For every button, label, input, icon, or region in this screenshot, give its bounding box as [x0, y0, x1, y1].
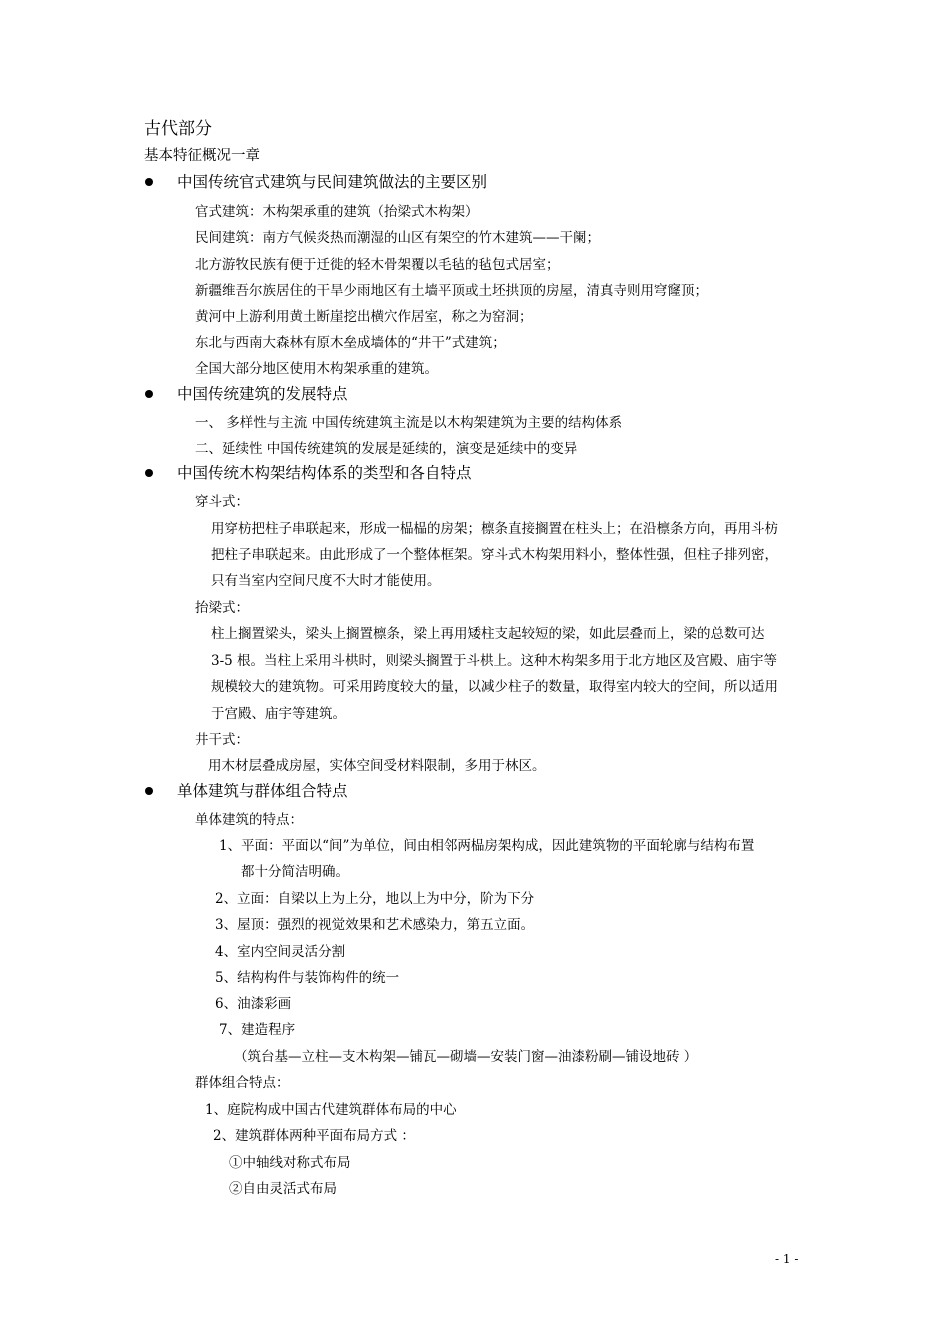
section-heading: 中国传统建筑的发展特点	[177, 385, 348, 403]
list-item: 1、平面：平面以“间”为单位，间由相邻两榀房架构成，因此建筑物的平面轮廓与结构布置	[219, 838, 755, 854]
section-heading: 单体建筑与群体组合特点	[177, 782, 348, 800]
bullet-icon	[145, 390, 153, 398]
subsection-label: 井干式：	[195, 732, 249, 748]
text-line: 柱上搁置梁头，梁头上搁置檩条，梁上再用矮柱支起较短的梁，如此层叠而上，梁的总数可达	[211, 626, 765, 642]
list-item: 6、油漆彩画	[215, 996, 292, 1012]
list-item: 3、屋顶：强烈的视觉效果和艺术感染力，第五立面。	[215, 917, 535, 933]
text-line: 官式建筑：木构架承重的建筑（抬梁式木构架）	[195, 204, 479, 220]
list-item: ①中轴线对称式布局	[229, 1155, 351, 1171]
section-heading: 中国传统官式建筑与民间建筑做法的主要区别	[177, 173, 488, 191]
text-line: 民间建筑：南方气候炎热而潮湿的山区有架空的竹木建筑——干阑；	[195, 230, 600, 246]
text-line: 东北与西南大森林有原木垒成墙体的“井干”式建筑；	[195, 335, 506, 351]
text-line: 用木材层叠成房屋，实体空间受材料限制，多用于林区。	[208, 758, 546, 774]
list-item: 2、立面：自梁以上为上分，地以上为中分，阶为下分	[215, 891, 535, 907]
bullet-icon	[145, 178, 153, 186]
text-line: 黄河中上游利用黄土断崖挖出横穴作居室，称之为窑洞；	[195, 309, 533, 325]
subsection-label: 抬梁式：	[195, 600, 249, 616]
text-line: 只有当室内空间尺度不大时才能使用。	[211, 573, 441, 589]
bullet-icon	[145, 787, 153, 795]
subsection-label: 单体建筑的特点：	[195, 812, 303, 828]
text-line: 新疆维吾尔族居住的干旱少雨地区有土墙平顶或土坯拱顶的房屋，清真寺则用穹窿顶；	[195, 283, 708, 299]
text-line: 于宫殿、庙宇等建筑。	[211, 706, 346, 722]
list-item: （筑台基—立柱—支木构架—铺瓦—砌墙—安装门窗—油漆粉刷—铺设地砖 ）	[234, 1049, 698, 1065]
list-item: 4、室内空间灵活分割	[215, 944, 346, 960]
text-line: 北方游牧民族有便于迁徙的轻木骨架覆以毛毡的毡包式居室；	[195, 257, 560, 273]
list-item: 都十分简洁明确。	[241, 864, 349, 880]
text-line: 全国大部分地区使用木构架承重的建筑。	[195, 361, 438, 377]
list-item: 5、结构构件与装饰构件的统一	[215, 970, 400, 986]
text-line: 一、 多样性与主流 中国传统建筑主流是以木构架建筑为主要的结构体系	[195, 415, 623, 431]
subsection-label: 穿斗式：	[195, 494, 249, 510]
list-item: 7、建造程序	[219, 1022, 296, 1038]
text-line: 规模较大的建筑物。可采用跨度较大的量，以减少柱子的数量，取得室内较大的空间，所以适用	[211, 679, 778, 695]
text-line: 用穿枋把柱子串联起来，形成一榀榀的房架；檩条直接搁置在柱头上；在沿檩条方向，再用斗枋	[211, 521, 778, 537]
text-line: 3-5 根。当柱上采用斗栱时，则梁头搁置于斗栱上。这种木构架多用于北方地区及宫殿、庙宇等	[211, 653, 778, 669]
list-item: 2、建筑群体两种平面布局方式 ：	[213, 1128, 415, 1144]
bullet-icon	[145, 469, 153, 477]
text-line: 二、延续性 中国传统建筑的发展是延续的，演变是延续中的变异	[195, 441, 578, 457]
list-item: 1、庭院构成中国古代建筑群体布局的中心	[205, 1102, 457, 1118]
chapter-heading: 基本特征概况一章	[144, 148, 260, 164]
section-heading: 中国传统木构架结构体系的类型和各自特点	[177, 464, 472, 482]
text-line: 把柱子串联起来。由此形成了一个整体框架。穿斗式木构架用料小，整体性强，但柱子排列密，	[211, 547, 778, 563]
page-number: - 1 -	[775, 1252, 799, 1266]
list-item: ②自由灵活式布局	[229, 1181, 337, 1197]
subsection-label: 群体组合特点：	[195, 1075, 290, 1091]
page-title: 古代部分	[144, 119, 212, 139]
